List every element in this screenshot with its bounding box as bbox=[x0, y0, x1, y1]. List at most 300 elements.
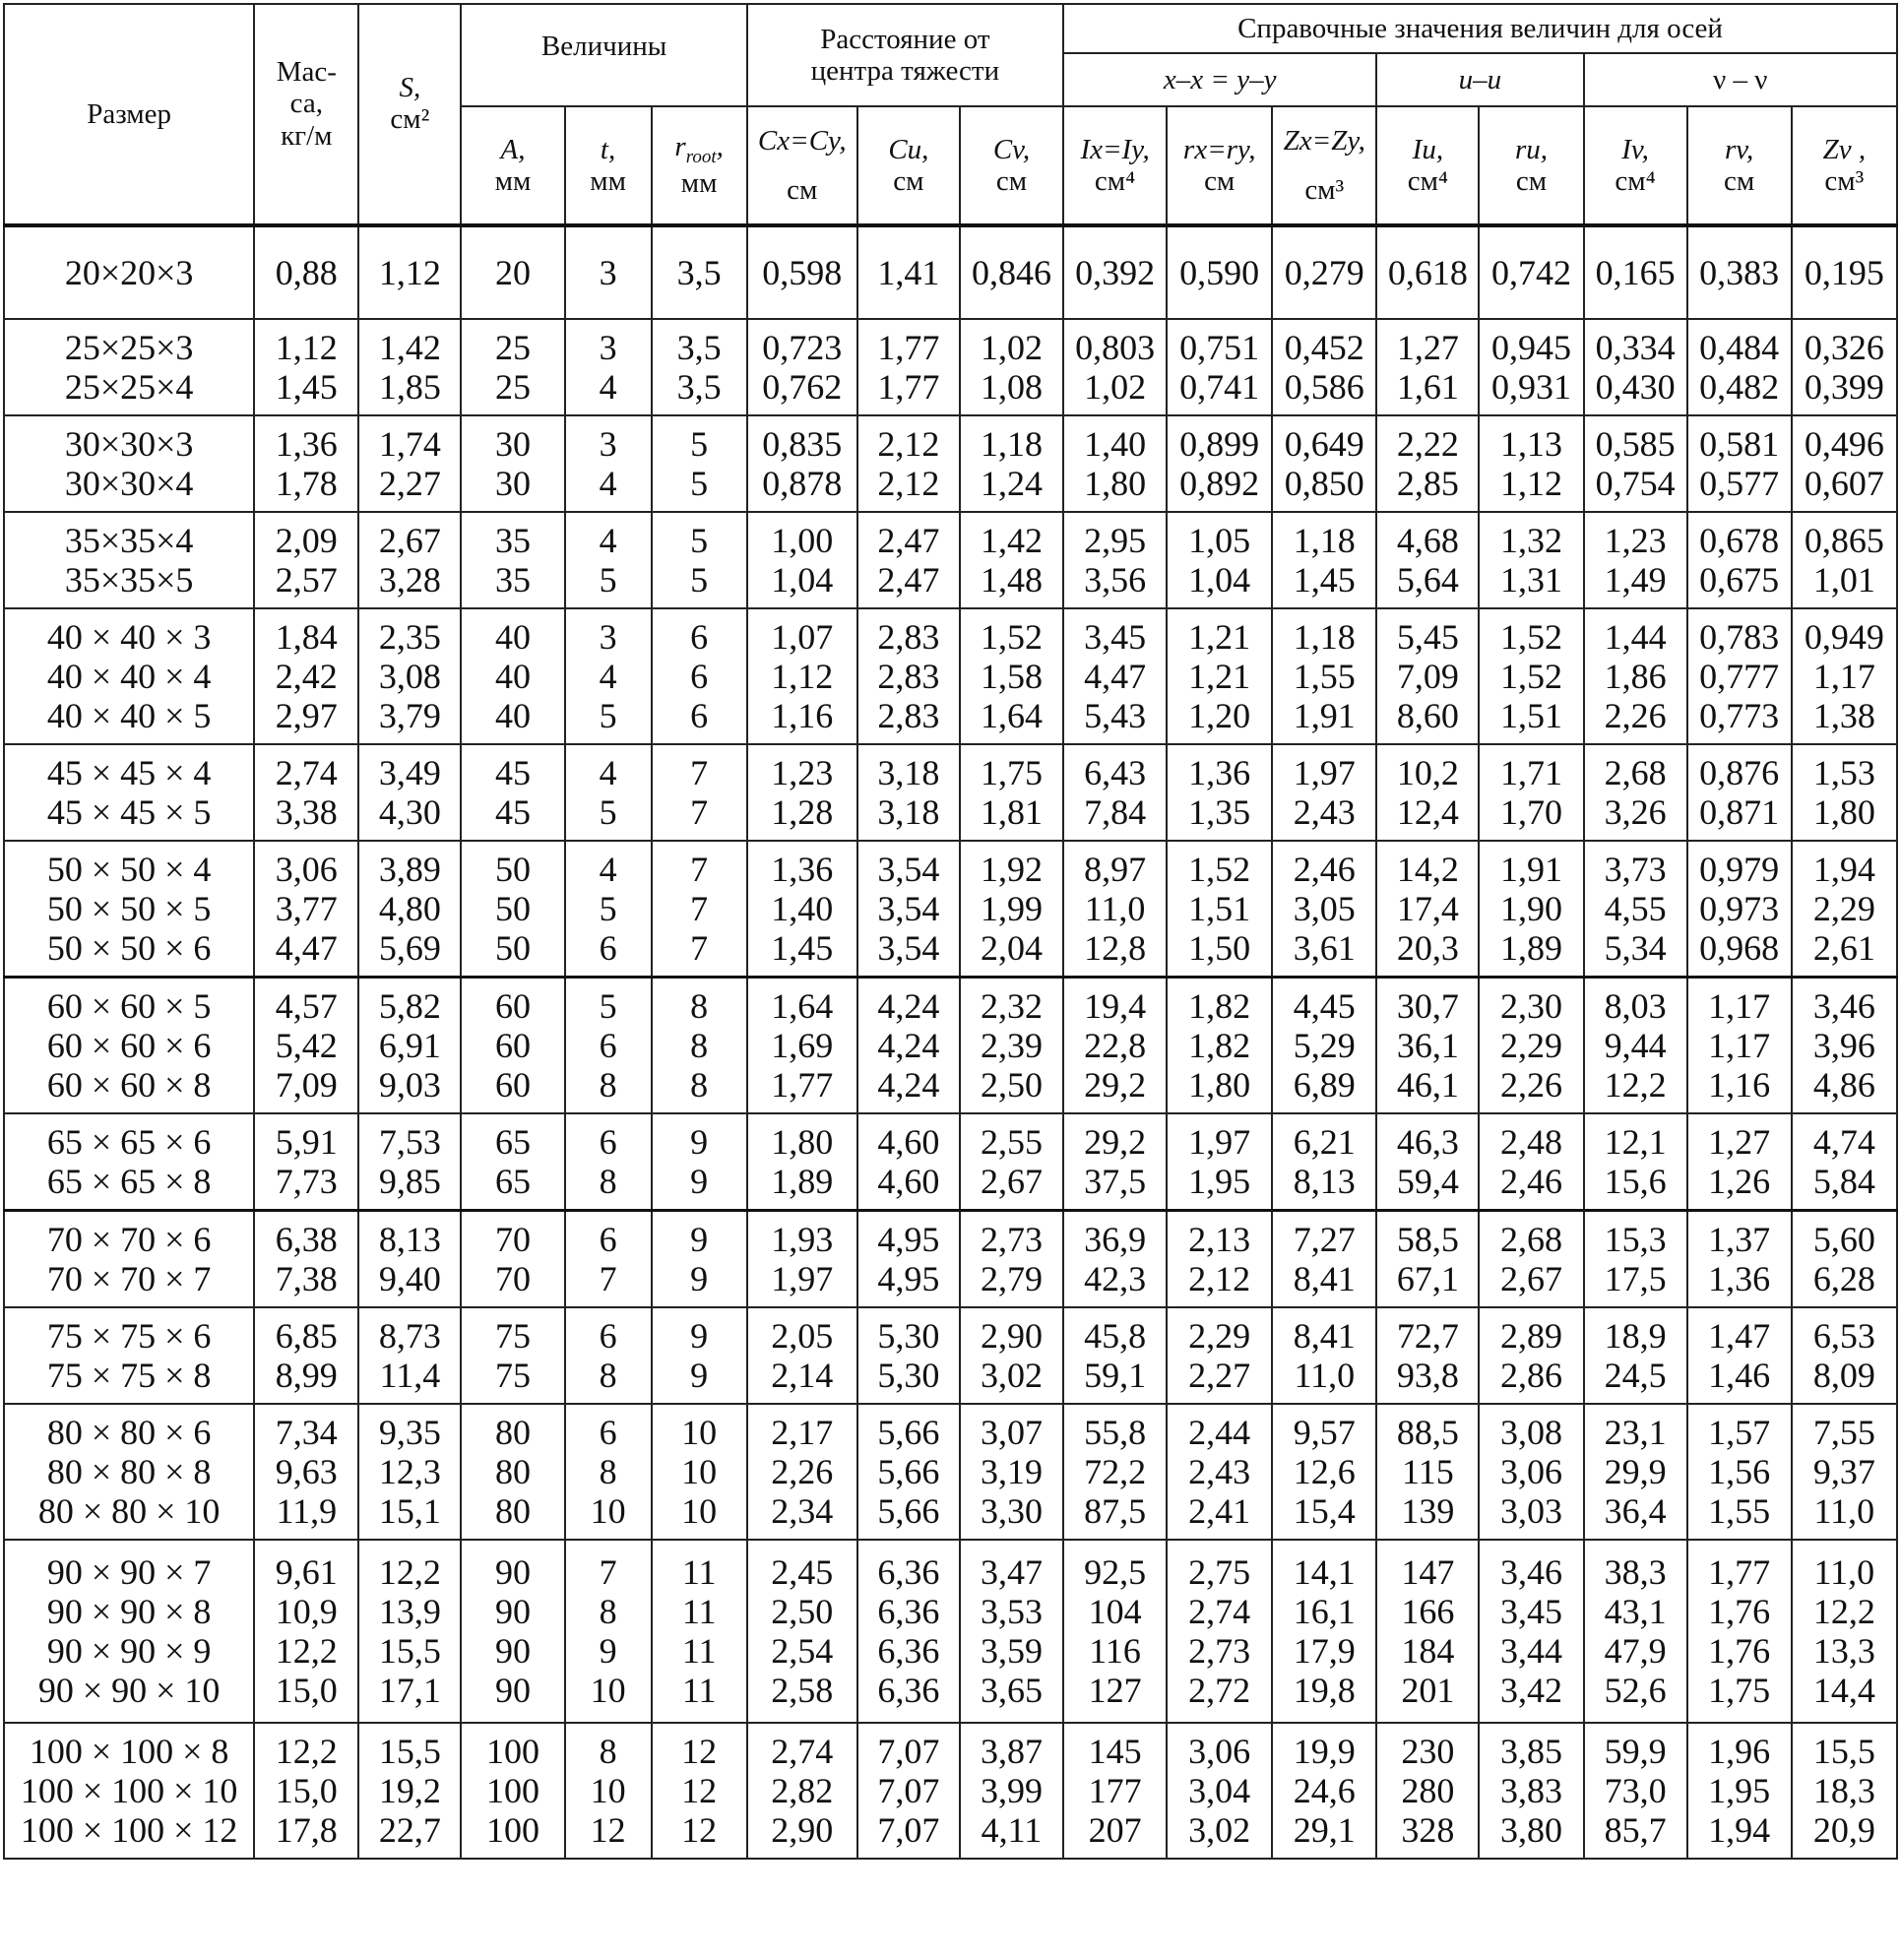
cell-value: 0,383 bbox=[1699, 253, 1780, 292]
cell-value: 4 bbox=[599, 850, 617, 889]
cell-value: 8,60 bbox=[1396, 696, 1459, 735]
size-value: 25×25×4 bbox=[64, 367, 194, 407]
cell-value: 47,9 bbox=[1604, 1631, 1667, 1671]
cell-value: 5,29 bbox=[1293, 1026, 1356, 1065]
value-cell bbox=[747, 841, 857, 978]
header-col-cv: Cv, см bbox=[960, 106, 1063, 225]
cell-value: 11 bbox=[681, 1671, 717, 1710]
cell-value: 4 bbox=[599, 464, 617, 503]
cell-value: 1,97 bbox=[1293, 753, 1356, 792]
cell-value: 6,28 bbox=[1812, 1259, 1875, 1298]
value-cell bbox=[1063, 1404, 1167, 1540]
value-cell bbox=[461, 225, 564, 319]
cell-value: 3,18 bbox=[877, 753, 940, 792]
cell-value: 11 bbox=[681, 1552, 717, 1592]
cell-value: 0,585 bbox=[1595, 424, 1676, 464]
value-cell bbox=[1272, 608, 1376, 744]
cell-value: 8,03 bbox=[1604, 986, 1667, 1026]
cell-value: 9 bbox=[690, 1316, 709, 1356]
value-cell bbox=[747, 744, 857, 841]
value-cell bbox=[857, 1540, 960, 1723]
cell-value: 11 bbox=[681, 1592, 717, 1631]
cell-value: 1,91 bbox=[1499, 850, 1562, 889]
value-cell bbox=[1687, 841, 1792, 978]
cell-value: 0,279 bbox=[1284, 253, 1364, 292]
cell-value: 127 bbox=[1088, 1671, 1142, 1710]
cell-value: 2,58 bbox=[771, 1671, 834, 1710]
cell-value: 1,31 bbox=[1499, 560, 1562, 600]
value-cell bbox=[857, 415, 960, 512]
table-row bbox=[4, 978, 1897, 1114]
cell-value: 2,83 bbox=[877, 696, 940, 735]
cell-value: 4,24 bbox=[877, 1026, 940, 1065]
cell-value: 1,36 bbox=[275, 424, 338, 464]
cell-value: 12 bbox=[590, 1810, 626, 1850]
cell-value: 4,80 bbox=[378, 889, 441, 928]
cell-value: 1,48 bbox=[980, 560, 1043, 600]
table-row bbox=[4, 1723, 1897, 1859]
value-cell bbox=[461, 1723, 564, 1859]
cell-value: 8,41 bbox=[1293, 1316, 1356, 1356]
cell-value: 0,326 bbox=[1804, 328, 1884, 367]
cell-value: 60 bbox=[494, 986, 531, 1026]
cell-value: 2,26 bbox=[1499, 1065, 1562, 1105]
header-mass: Мас- са, кг/м bbox=[254, 4, 358, 225]
cell-value: 8 bbox=[690, 1065, 709, 1105]
cell-value: 1,16 bbox=[1708, 1065, 1771, 1105]
cell-value: 2,48 bbox=[1499, 1122, 1562, 1162]
size-cell bbox=[4, 841, 254, 978]
value-cell bbox=[1272, 1540, 1376, 1723]
cell-value: 3,45 bbox=[1499, 1592, 1562, 1631]
cell-value: 2,39 bbox=[980, 1026, 1043, 1065]
value-cell bbox=[565, 225, 652, 319]
cell-value: 1,84 bbox=[275, 617, 338, 657]
value-cell bbox=[960, 978, 1063, 1114]
cell-value: 1,37 bbox=[1708, 1220, 1771, 1259]
cell-value: 2,50 bbox=[980, 1065, 1043, 1105]
cell-value: 2,47 bbox=[877, 521, 940, 560]
value-cell bbox=[1167, 319, 1272, 415]
value-cell bbox=[652, 608, 747, 744]
cell-value: 1,20 bbox=[1188, 696, 1251, 735]
cell-value: 3,08 bbox=[378, 657, 441, 696]
cell-value: 1,21 bbox=[1188, 657, 1251, 696]
value-cell bbox=[1063, 512, 1167, 608]
cell-value: 1,91 bbox=[1293, 696, 1356, 735]
cell-value: 1,93 bbox=[771, 1220, 834, 1259]
value-cell bbox=[1479, 978, 1583, 1114]
cell-value: 1,86 bbox=[1604, 657, 1667, 696]
cell-value: 0,675 bbox=[1699, 560, 1780, 600]
cell-value: 1,85 bbox=[378, 367, 441, 407]
cell-value: 45,8 bbox=[1084, 1316, 1147, 1356]
cell-value: 2,50 bbox=[771, 1592, 834, 1631]
cell-value: 1,75 bbox=[1708, 1671, 1771, 1710]
table-row bbox=[4, 841, 1897, 978]
cell-value: 2,14 bbox=[771, 1356, 834, 1395]
value-cell bbox=[1167, 841, 1272, 978]
cell-value: 9 bbox=[690, 1162, 709, 1201]
value-cell bbox=[358, 608, 461, 744]
cell-value: 42,3 bbox=[1084, 1259, 1147, 1298]
cell-value: 50 bbox=[494, 889, 531, 928]
value-cell bbox=[652, 1307, 747, 1404]
cell-value: 1,77 bbox=[877, 367, 940, 407]
cell-value: 11,0 bbox=[1294, 1356, 1356, 1395]
cell-value: 60 bbox=[494, 1065, 531, 1105]
value-cell bbox=[254, 1113, 358, 1211]
cell-value: 9,85 bbox=[378, 1162, 441, 1201]
cell-value: 1,97 bbox=[771, 1259, 834, 1298]
cell-value: 2,57 bbox=[275, 560, 338, 600]
cell-value: 30 bbox=[494, 464, 531, 503]
size-value: 80 × 80 × 8 bbox=[46, 1452, 212, 1491]
cell-value: 4,60 bbox=[877, 1122, 940, 1162]
cell-value: 29,2 bbox=[1084, 1065, 1147, 1105]
cell-value: 1,21 bbox=[1188, 617, 1251, 657]
cell-value: 5 bbox=[599, 889, 617, 928]
value-cell bbox=[1272, 415, 1376, 512]
header-col-r-root: $r_{root}$, мм bbox=[652, 106, 747, 225]
cell-value: 37,5 bbox=[1084, 1162, 1147, 1201]
value-cell bbox=[1584, 225, 1687, 319]
value-cell bbox=[1167, 1540, 1272, 1723]
cell-value: 1,18 bbox=[1293, 617, 1356, 657]
cell-value: 25 bbox=[494, 367, 531, 407]
cell-value: 2,43 bbox=[1293, 792, 1356, 832]
cell-value: 1,00 bbox=[771, 521, 834, 560]
value-cell bbox=[1687, 225, 1792, 319]
cell-value: 5,34 bbox=[1604, 928, 1667, 968]
cell-value: 1,12 bbox=[378, 253, 441, 292]
cell-value: 19,9 bbox=[1293, 1732, 1356, 1771]
value-cell bbox=[358, 1540, 461, 1723]
cell-value: 93,8 bbox=[1396, 1356, 1459, 1395]
value-cell bbox=[857, 841, 960, 978]
cell-value: 10 bbox=[590, 1671, 626, 1710]
value-cell bbox=[747, 1307, 857, 1404]
size-cell bbox=[4, 415, 254, 512]
cell-value: 70 bbox=[494, 1220, 531, 1259]
cell-value: 8 bbox=[599, 1356, 617, 1395]
cell-value: 3,06 bbox=[1188, 1732, 1251, 1771]
cell-value: 1,95 bbox=[1188, 1162, 1251, 1201]
cell-value: 1,04 bbox=[771, 560, 834, 600]
cell-value: 90 bbox=[494, 1552, 531, 1592]
value-cell bbox=[461, 512, 564, 608]
cell-value: 2,46 bbox=[1293, 850, 1356, 889]
value-cell bbox=[857, 1723, 960, 1859]
cell-value: 5 bbox=[599, 986, 617, 1026]
cell-value: 4,24 bbox=[877, 1065, 940, 1105]
cell-value: 10 bbox=[681, 1452, 718, 1491]
cell-value: 0,876 bbox=[1699, 753, 1780, 792]
cell-value: 0,482 bbox=[1699, 367, 1780, 407]
cell-value: 8,13 bbox=[1293, 1162, 1356, 1201]
cell-value: 2,79 bbox=[980, 1259, 1043, 1298]
cell-value: 4,57 bbox=[275, 986, 338, 1026]
value-cell bbox=[960, 1723, 1063, 1859]
cell-value: 6 bbox=[599, 1413, 617, 1452]
cell-value: 7 bbox=[690, 753, 709, 792]
cell-value: 166 bbox=[1401, 1592, 1455, 1631]
cell-value: 3,30 bbox=[980, 1491, 1043, 1531]
value-cell bbox=[857, 978, 960, 1114]
value-cell bbox=[1792, 415, 1897, 512]
size-cell bbox=[4, 1211, 254, 1308]
header-reference-group: Справочные значения величин для осей bbox=[1063, 4, 1897, 53]
cell-value: 3,49 bbox=[378, 753, 441, 792]
header-values-group: Величины bbox=[461, 4, 746, 106]
cell-value: 3,65 bbox=[980, 1671, 1043, 1710]
cell-value: 1,82 bbox=[1188, 1026, 1251, 1065]
cell-value: 1,24 bbox=[980, 464, 1043, 503]
value-cell bbox=[1272, 225, 1376, 319]
value-cell bbox=[747, 1404, 857, 1540]
cell-value: 1,27 bbox=[1396, 328, 1459, 367]
cell-value: 0,871 bbox=[1699, 792, 1780, 832]
cell-value: 2,35 bbox=[378, 617, 441, 657]
cell-value: 1,52 bbox=[1188, 850, 1251, 889]
cell-value: 6 bbox=[599, 1220, 617, 1259]
size-cell bbox=[4, 1113, 254, 1211]
value-cell bbox=[857, 1113, 960, 1211]
cell-value: 2,29 bbox=[1188, 1316, 1251, 1356]
cell-value: 1,04 bbox=[1188, 560, 1251, 600]
value-cell bbox=[1687, 608, 1792, 744]
cell-value: 36,1 bbox=[1396, 1026, 1459, 1065]
cell-value: 8 bbox=[599, 1065, 617, 1105]
cell-value: 0,581 bbox=[1699, 424, 1780, 464]
value-cell bbox=[652, 1723, 747, 1859]
value-cell bbox=[747, 319, 857, 415]
cell-value: 2,61 bbox=[1812, 928, 1875, 968]
value-cell bbox=[960, 225, 1063, 319]
cell-value: 1,89 bbox=[1499, 928, 1562, 968]
value-cell bbox=[747, 512, 857, 608]
cell-value: 1,64 bbox=[771, 986, 834, 1026]
value-cell bbox=[358, 1723, 461, 1859]
value-cell bbox=[1584, 1404, 1687, 1540]
value-cell bbox=[960, 744, 1063, 841]
cell-value: 1,96 bbox=[1708, 1732, 1771, 1771]
cell-value: 1,23 bbox=[1604, 521, 1667, 560]
cell-value: 9 bbox=[690, 1122, 709, 1162]
cell-value: 45 bbox=[494, 753, 531, 792]
header-col-cx: Cx=Cy, см bbox=[747, 106, 857, 225]
cell-value: 2,97 bbox=[275, 696, 338, 735]
cell-value: 0,741 bbox=[1179, 367, 1260, 407]
size-value: 25×25×3 bbox=[64, 328, 194, 367]
value-cell bbox=[1063, 1540, 1167, 1723]
value-cell bbox=[747, 1211, 857, 1308]
cell-value: 3,46 bbox=[1499, 1552, 1562, 1592]
cell-value: 50 bbox=[494, 850, 531, 889]
cell-value: 6 bbox=[599, 928, 617, 968]
value-cell bbox=[1376, 1404, 1479, 1540]
value-cell bbox=[960, 1113, 1063, 1211]
cell-value: 2,27 bbox=[1188, 1356, 1251, 1395]
cell-value: 3,54 bbox=[877, 889, 940, 928]
value-cell bbox=[1687, 319, 1792, 415]
cell-value: 1,51 bbox=[1188, 889, 1251, 928]
cell-value: 38,3 bbox=[1604, 1552, 1667, 1592]
cell-value: 3,85 bbox=[1499, 1732, 1562, 1771]
header-col-iv: Iv, см⁴ bbox=[1584, 106, 1687, 225]
cell-value: 20,3 bbox=[1396, 928, 1459, 968]
cell-value: 9,63 bbox=[275, 1452, 338, 1491]
cell-value: 18,9 bbox=[1604, 1316, 1667, 1356]
value-cell bbox=[1584, 841, 1687, 978]
value-cell bbox=[358, 415, 461, 512]
value-cell bbox=[1376, 1307, 1479, 1404]
value-cell bbox=[358, 841, 461, 978]
value-cell bbox=[1479, 841, 1583, 978]
cell-value: 2,26 bbox=[1604, 696, 1667, 735]
cell-value: 12 bbox=[681, 1732, 718, 1771]
value-cell bbox=[652, 319, 747, 415]
value-cell bbox=[461, 1307, 564, 1404]
table-row bbox=[4, 744, 1897, 841]
value-cell bbox=[1063, 978, 1167, 1114]
value-cell bbox=[358, 1113, 461, 1211]
cell-value: 12,2 bbox=[275, 1631, 338, 1671]
cell-value: 1,55 bbox=[1708, 1491, 1771, 1531]
cell-value: 207 bbox=[1088, 1810, 1142, 1850]
cell-value: 55,8 bbox=[1084, 1413, 1147, 1452]
value-cell bbox=[565, 415, 652, 512]
cell-value: 9,61 bbox=[275, 1552, 338, 1592]
value-cell bbox=[652, 841, 747, 978]
cell-value: 19,4 bbox=[1084, 986, 1147, 1026]
cell-value: 10,9 bbox=[275, 1592, 338, 1631]
cell-value: 9 bbox=[690, 1259, 709, 1298]
cell-value: 11,4 bbox=[379, 1356, 441, 1395]
value-cell bbox=[1167, 978, 1272, 1114]
cell-value: 5 bbox=[690, 464, 709, 503]
value-cell bbox=[565, 978, 652, 1114]
value-cell bbox=[565, 1113, 652, 1211]
cell-value: 2,29 bbox=[1499, 1026, 1562, 1065]
cell-value: 0,835 bbox=[762, 424, 843, 464]
value-cell bbox=[652, 415, 747, 512]
cell-value: 2,67 bbox=[1499, 1259, 1562, 1298]
cell-value: 1,42 bbox=[980, 521, 1043, 560]
cell-value: 80 bbox=[494, 1452, 531, 1491]
value-cell bbox=[1479, 225, 1583, 319]
header-col-cu: Cu, см bbox=[857, 106, 960, 225]
cell-value: 0,973 bbox=[1699, 889, 1780, 928]
cell-value: 1,80 bbox=[1188, 1065, 1251, 1105]
cell-value: 11,9 bbox=[276, 1491, 338, 1531]
value-cell bbox=[358, 1404, 461, 1540]
value-cell bbox=[960, 415, 1063, 512]
value-cell bbox=[1167, 744, 1272, 841]
cell-value: 6 bbox=[599, 1316, 617, 1356]
cell-value: 75 bbox=[494, 1356, 531, 1395]
cell-value: 2,46 bbox=[1499, 1162, 1562, 1201]
cell-value: 5 bbox=[599, 560, 617, 600]
cell-value: 1,57 bbox=[1708, 1413, 1771, 1452]
value-cell bbox=[1584, 1307, 1687, 1404]
cell-value: 3,80 bbox=[1499, 1810, 1562, 1850]
value-cell bbox=[1584, 1113, 1687, 1211]
cell-value: 2,73 bbox=[980, 1220, 1043, 1259]
cell-value: 1,78 bbox=[275, 464, 338, 503]
cell-value: 29,9 bbox=[1604, 1452, 1667, 1491]
cell-value: 6,53 bbox=[1812, 1316, 1875, 1356]
cell-value: 2,12 bbox=[1188, 1259, 1251, 1298]
cell-value: 2,74 bbox=[771, 1732, 834, 1771]
size-value: 90 × 90 × 8 bbox=[46, 1592, 212, 1631]
cell-value: 1,50 bbox=[1188, 928, 1251, 968]
size-value: 90 × 90 × 10 bbox=[37, 1671, 221, 1710]
value-cell bbox=[565, 512, 652, 608]
cell-value: 11,0 bbox=[1813, 1491, 1875, 1531]
value-cell bbox=[960, 319, 1063, 415]
cell-value: 11,0 bbox=[1813, 1552, 1875, 1592]
cell-value: 10 bbox=[681, 1413, 718, 1452]
value-cell bbox=[960, 608, 1063, 744]
cell-value: 1,61 bbox=[1396, 367, 1459, 407]
cell-value: 0,88 bbox=[275, 253, 338, 292]
value-cell bbox=[1376, 512, 1479, 608]
cell-value: 0,968 bbox=[1699, 928, 1780, 968]
cell-value: 72,7 bbox=[1396, 1316, 1459, 1356]
cell-value: 46,1 bbox=[1396, 1065, 1459, 1105]
cell-value: 4,45 bbox=[1293, 986, 1356, 1026]
size-value: 65 × 65 × 8 bbox=[46, 1162, 212, 1201]
cell-value: 12,2 bbox=[378, 1552, 441, 1592]
cell-value: 90 bbox=[494, 1631, 531, 1671]
value-cell bbox=[461, 608, 564, 744]
value-cell bbox=[1063, 1723, 1167, 1859]
cell-value: 8,97 bbox=[1084, 850, 1147, 889]
cell-value: 2,44 bbox=[1188, 1413, 1251, 1452]
cell-value: 40 bbox=[494, 696, 531, 735]
cell-value: 2,67 bbox=[980, 1162, 1043, 1201]
size-value: 30×30×3 bbox=[64, 424, 194, 464]
cell-value: 10,2 bbox=[1396, 753, 1459, 792]
cell-value: 1,17 bbox=[1708, 1026, 1771, 1065]
value-cell bbox=[652, 1113, 747, 1211]
cell-value: 3,79 bbox=[378, 696, 441, 735]
value-cell bbox=[1376, 1113, 1479, 1211]
cell-value: 6,89 bbox=[1293, 1065, 1356, 1105]
cell-value: 280 bbox=[1401, 1771, 1455, 1810]
value-cell bbox=[1376, 978, 1479, 1114]
cell-value: 8,99 bbox=[275, 1356, 338, 1395]
value-cell bbox=[254, 225, 358, 319]
cell-value: 1,27 bbox=[1708, 1122, 1771, 1162]
cell-value: 1,26 bbox=[1708, 1162, 1771, 1201]
cell-value: 2,13 bbox=[1188, 1220, 1251, 1259]
cell-value: 9 bbox=[690, 1356, 709, 1395]
cell-value: 90 bbox=[494, 1671, 531, 1710]
cell-value: 8,09 bbox=[1812, 1356, 1875, 1395]
cell-value: 12,2 bbox=[275, 1732, 338, 1771]
cell-value: 17,4 bbox=[1396, 889, 1459, 928]
cell-value: 7,09 bbox=[1396, 657, 1459, 696]
cell-value: 10 bbox=[590, 1771, 626, 1810]
value-cell bbox=[254, 415, 358, 512]
cell-value: 35 bbox=[494, 521, 531, 560]
cell-value: 3,18 bbox=[877, 792, 940, 832]
cell-value: 1,40 bbox=[771, 889, 834, 928]
value-cell bbox=[652, 1211, 747, 1308]
value-cell bbox=[1479, 1540, 1583, 1723]
